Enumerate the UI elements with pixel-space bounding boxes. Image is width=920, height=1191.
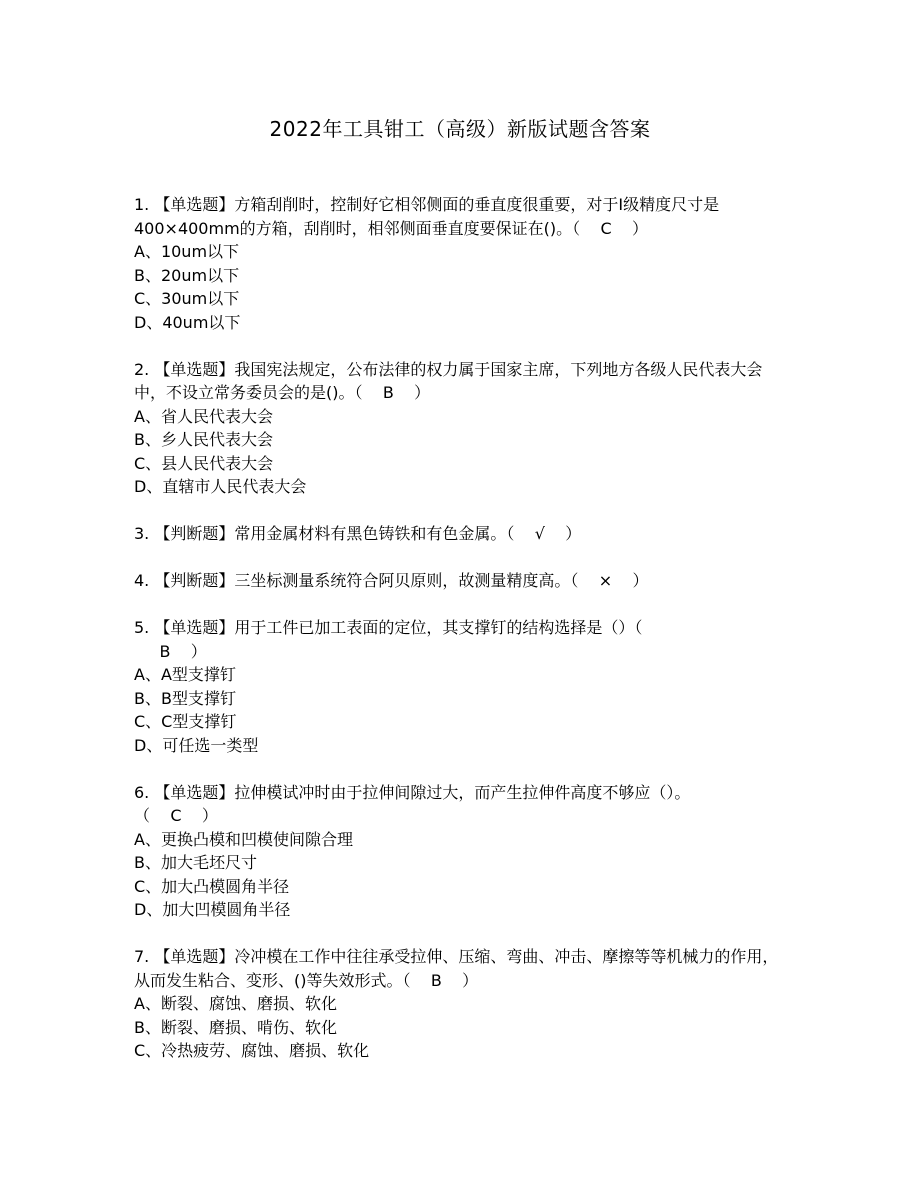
question-5 xyxy=(134,616,784,757)
option-a: A、省人民代表大会 xyxy=(134,406,273,426)
option-a: A、断裂、腐蚀、磨损、软化 xyxy=(134,994,337,1013)
option-b: B、B型支撑钉 xyxy=(134,688,236,708)
option-c: C、C型支撑钉 xyxy=(134,712,237,731)
option-a: A、A型支撑钉 xyxy=(134,665,236,684)
option-b: B、断裂、磨损、啃伤、软化 xyxy=(134,1017,337,1037)
question-stem: 5. 【单选题】用于工件已加工表面的定位，其支撑钉的结构选择是（）（ B ） xyxy=(134,618,643,661)
option-b: B、乡人民代表大会 xyxy=(134,430,273,449)
option-d: D、直辖市人民代表大会 xyxy=(134,477,307,496)
question-6 xyxy=(134,781,784,922)
question-stem: 3. 【判断题】常用金属材料有黑色铸铁和有色金属。（ √ ） xyxy=(134,524,582,543)
option-a: A、更换凸模和凹模使间隙合理 xyxy=(134,829,353,849)
question-1 xyxy=(134,193,784,334)
option-c: C、30um以下 xyxy=(134,289,240,308)
option-d: D、加大凹模圆角半径 xyxy=(134,900,291,919)
question-list xyxy=(134,193,784,1086)
question-stem: 7. 【单选题】冷冲模在工作中往往承受拉伸、压缩、弯曲、冲击、摩擦等等机械力的作用，从而发生粘合、变形、()等失效形式。（ B ） xyxy=(134,947,779,990)
option-d: D、可任选一类型 xyxy=(134,735,259,755)
question-stem: 4. 【判断题】三坐标测量系统符合阿贝原则，故测量精度高。（ × ） xyxy=(134,571,649,590)
question-stem: 1. 【单选题】方箱刮削时，控制好它相邻侧面的垂直度很重要，对于Ⅰ级精度尺寸是400×400mm的方箱，刮削时，相邻侧面垂直度要保证在()。（ C ） xyxy=(134,195,720,238)
option-c: C、冷热疲劳、腐蚀、磨损、软化 xyxy=(134,1041,370,1060)
question-4 xyxy=(134,569,784,593)
option-d: D、40um以下 xyxy=(134,312,241,332)
document-title: 2022年工具钳工（高级）新版试题含答案 xyxy=(269,117,651,141)
option-b: B、加大毛坯尺寸 xyxy=(134,853,257,872)
option-c: C、加大凸模圆角半径 xyxy=(134,876,290,896)
question-7 xyxy=(134,945,784,1063)
option-a: A、10um以下 xyxy=(134,242,240,261)
question-3 xyxy=(134,522,784,546)
option-b: B、20um以下 xyxy=(134,265,240,285)
question-stem: 2. 【单选题】我国宪法规定，公布法律的权力属于国家主席，下列地方各级人民代表大会中，不设立常务委员会的是()。（ B ） xyxy=(134,359,763,402)
question-2 xyxy=(134,358,784,499)
question-stem: 6. 【单选题】拉伸模试冲时由于拉伸间隙过大，而产生拉伸件高度不够应（）。 （ C ） xyxy=(134,782,691,825)
option-c: C、县人民代表大会 xyxy=(134,453,274,473)
